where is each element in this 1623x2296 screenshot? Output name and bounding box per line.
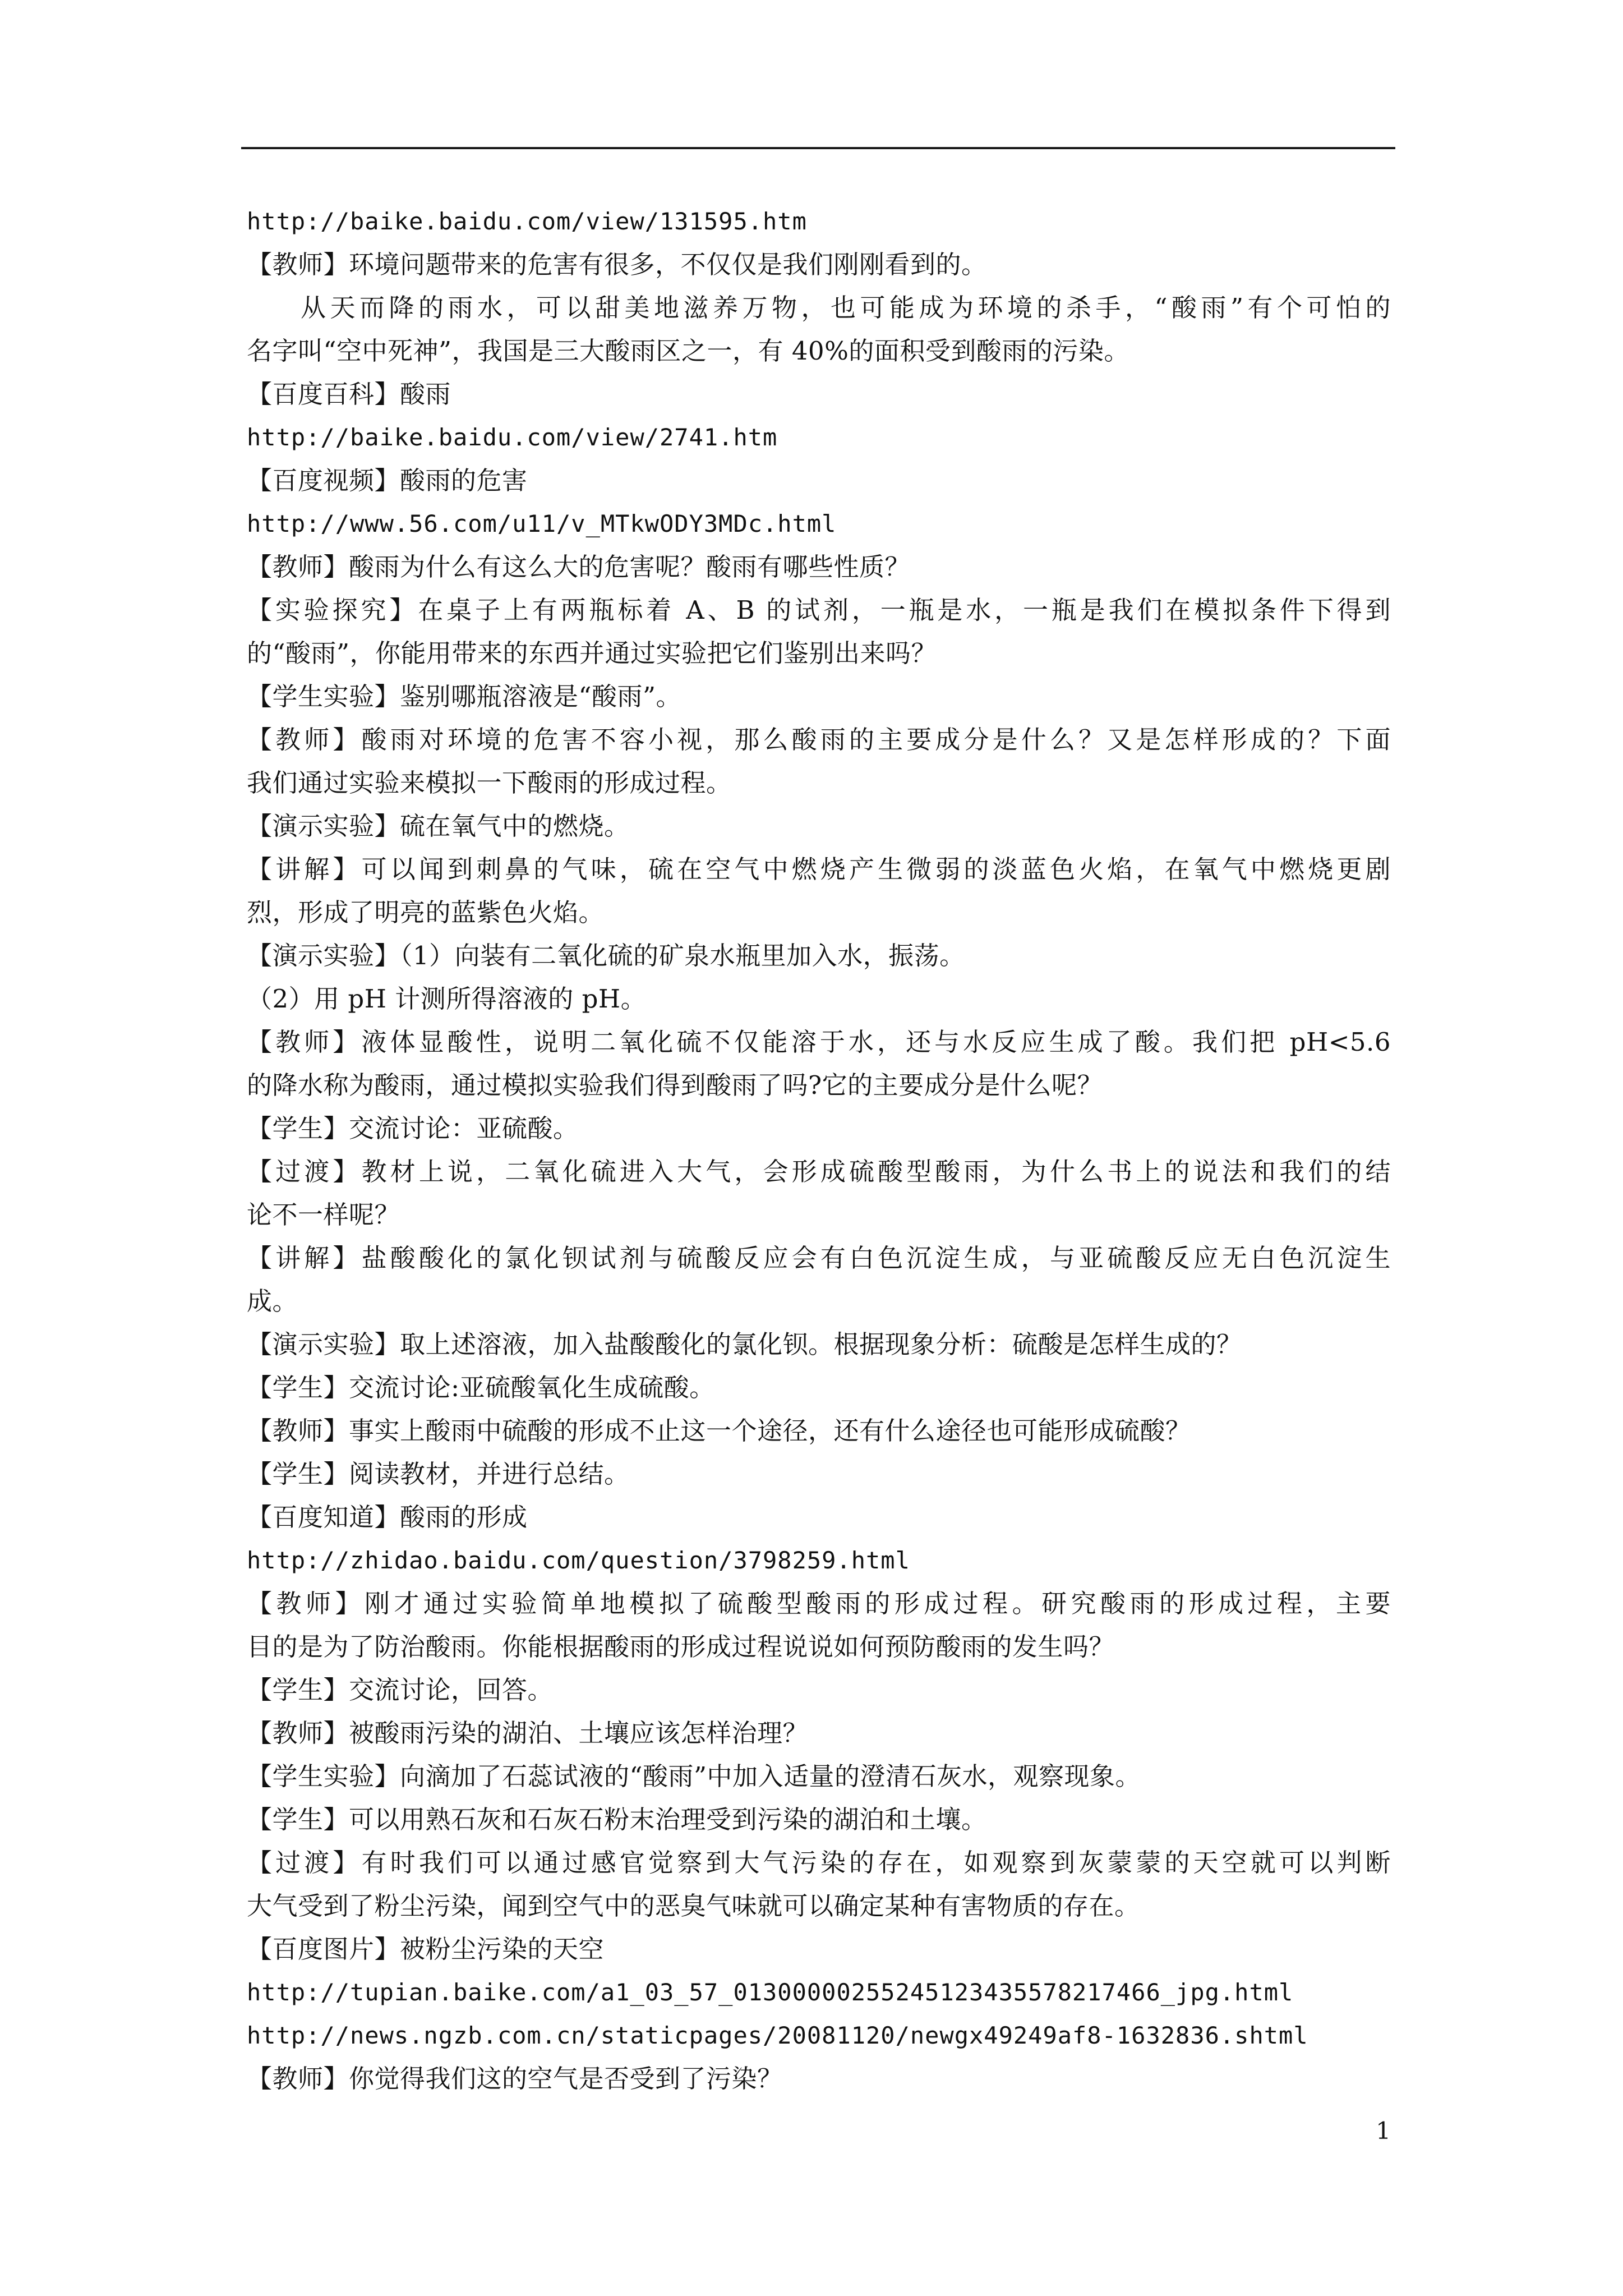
text-line: 【讲解】盐酸酸化的氯化钡试剂与硫酸反应会有白色沉淀生成，与亚硫酸反应无白色沉淀生 xyxy=(247,1243,1391,1273)
text-line: 【教师】液体显酸性，说明二氧化硫不仅能溶于水，还与水反应生成了酸。我们把 pH<5.6 xyxy=(247,1027,1391,1057)
text-line: 【学生】阅读教材，并进行总结。 xyxy=(247,1459,630,1489)
text-line: 【教师】事实上酸雨中硫酸的形成不止这一个途径，还有什么途径也可能形成硫酸？ xyxy=(247,1416,1191,1446)
text-line: 的“酸雨”，你能用带来的东西并通过实验把它们鉴别出来吗？ xyxy=(247,638,937,668)
text-line: 【学生】交流讨论，回答。 xyxy=(247,1675,554,1705)
text-line: 【百度图片】被粉尘污染的天空 xyxy=(247,1934,605,1964)
text-line: 我们通过实验来模拟一下酸雨的形成过程。 xyxy=(247,768,732,798)
text-line: 【过渡】教材上说，二氧化硫进入大气，会形成硫酸型酸雨，为什么书上的说法和我们的结 xyxy=(247,1157,1391,1186)
text-line: 【演示实验】硫在氧气中的燃烧。 xyxy=(247,811,630,841)
page-number: 1 xyxy=(1376,2117,1391,2145)
text-line: 名字叫“空中死神”，我国是三大酸雨区之一，有 40%的面积受到酸雨的污染。 xyxy=(247,336,1129,366)
text-line: 的降水称为酸雨，通过模拟实验我们得到酸雨了吗?它的主要成分是什么呢？ xyxy=(247,1070,1103,1100)
text-line: 【百度百科】酸雨 xyxy=(247,379,451,409)
text-line: 大气受到了粉尘污染，闻到空气中的恶臭气味就可以确定某种有害物质的存在。 xyxy=(247,1891,1140,1921)
url-line: http://zhidao.baidu.com/question/3798259.html xyxy=(247,1547,910,1574)
url-line: http://baike.baidu.com/view/2741.htm xyxy=(247,424,778,451)
url-line: http://news.ngzb.com.cn/staticpages/20081120/newgx49249af8-1632836.shtml xyxy=(247,2022,1308,2049)
text-line: 【学生实验】向滴加了石蕊试液的“酸雨”中加入适量的澄清石灰水，观察现象。 xyxy=(247,1761,1141,1791)
text-line: 【教师】被酸雨污染的湖泊、土壤应该怎样治理？ xyxy=(247,1718,809,1748)
text-line: 目的是为了防治酸雨。你能根据酸雨的形成过程说说如何预防酸雨的发生吗？ xyxy=(247,1632,1115,1662)
text-line: 【演示实验】取上述溶液，加入盐酸酸化的氯化钡。根据现象分析：硫酸是怎样生成的？ xyxy=(247,1329,1242,1359)
text-line: 【百度视频】酸雨的危害 xyxy=(247,466,528,495)
text-line: 【教师】你觉得我们这的空气是否受到了污染？ xyxy=(247,2064,783,2093)
url-line: http://baike.baidu.com/view/131595.htm xyxy=(247,208,807,235)
document-body xyxy=(247,200,1391,2100)
text-line: 【演示实验】（1）向装有二氧化硫的矿泉水瓶里加入水，振荡。 xyxy=(247,941,965,970)
url-line: http://www.56.com/u11/v_MTkwODY3MDc.html xyxy=(247,510,837,537)
text-line: 论不一样呢？ xyxy=(247,1200,400,1230)
text-line: 从天而降的雨水，可以甜美地滋养万物，也可能成为环境的杀手，“酸雨”有个可怕的 xyxy=(301,293,1391,323)
text-line: 【学生实验】鉴别哪瓶溶液是“酸雨”。 xyxy=(247,682,682,711)
text-line: 【学生】交流讨论:亚硫酸氧化生成硫酸。 xyxy=(247,1373,715,1402)
text-line: 【实验探究】在桌子上有两瓶标着 A、B 的试剂，一瓶是水，一瓶是我们在模拟条件下得到 xyxy=(247,595,1391,625)
text-line: 【教师】刚才通过实验简单地模拟了硫酸型酸雨的形成过程。研究酸雨的形成过程，主要 xyxy=(247,1589,1391,1618)
text-line: 【讲解】可以闻到刺鼻的气味，硫在空气中燃烧产生微弱的淡蓝色火焰，在氧气中燃烧更剧 xyxy=(247,854,1391,884)
text-line: 成。 xyxy=(247,1286,298,1316)
text-line: （2）用 pH 计测所得溶液的 pH。 xyxy=(247,984,647,1014)
text-line: 【学生】可以用熟石灰和石灰石粉末治理受到污染的湖泊和土壤。 xyxy=(247,1805,987,1834)
text-line: 【过渡】有时我们可以通过感官觉察到大气污染的存在，如观察到灰蒙蒙的天空就可以判断 xyxy=(247,1848,1391,1878)
header-rule xyxy=(241,147,1395,149)
url-line: http://tupian.baike.com/a1_03_57_01300000255245123435578217466_jpg.html xyxy=(247,1978,1294,2006)
text-line: 【教师】环境问题带来的危害有很多，不仅仅是我们刚刚看到的。 xyxy=(247,250,987,279)
text-line: 烈，形成了明亮的蓝紫色火焰。 xyxy=(247,898,605,927)
text-line: 【学生】交流讨论：亚硫酸。 xyxy=(247,1114,579,1143)
text-line: 【教师】酸雨为什么有这么大的危害呢？酸雨有哪些性质？ xyxy=(247,552,911,582)
text-line: 【百度知道】酸雨的形成 xyxy=(247,1502,528,1532)
text-line: 【教师】酸雨对环境的危害不容小视，那么酸雨的主要成分是什么？又是怎样形成的？下面 xyxy=(247,725,1391,754)
